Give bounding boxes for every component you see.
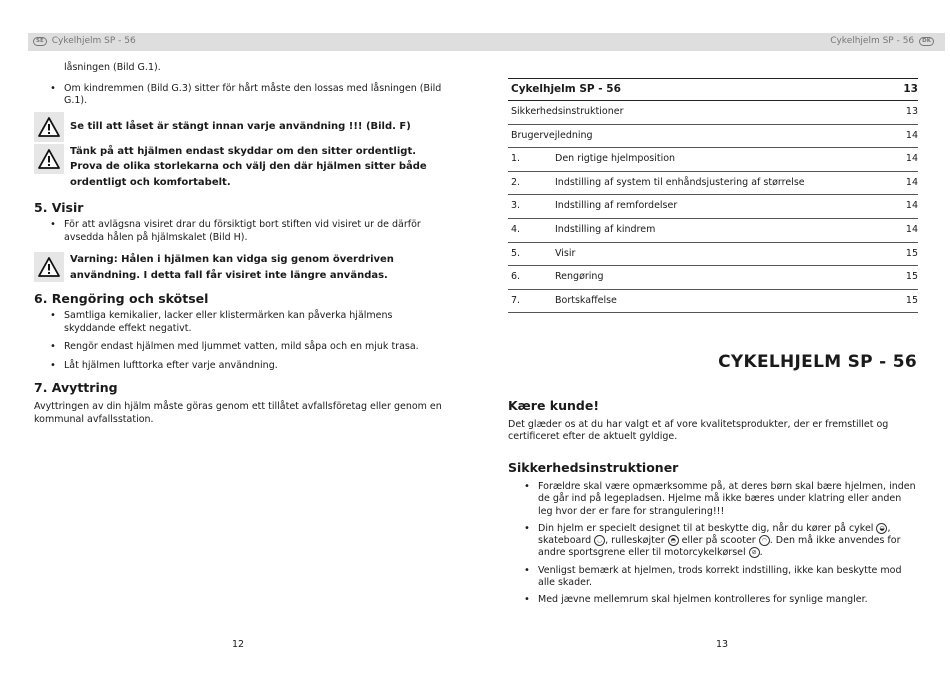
warning-box-holes [34, 252, 442, 283]
visir-list [34, 219, 442, 244]
toc-num: 4. [508, 218, 555, 242]
header-left-title: Cykelhjelm SP - 56 [51, 36, 136, 46]
section-heading-disposal: 7. Avyttring [34, 380, 118, 395]
scooter-symbol-icon: ◠ [759, 535, 770, 546]
toc-num: 3. [508, 195, 555, 219]
safety-heading: Sikkerhedsinstruktioner [508, 460, 679, 475]
skateboard-symbol-icon: ◡ [594, 535, 605, 546]
toc-num: 2. [508, 171, 555, 195]
toc-num: 1. [508, 148, 555, 172]
list-item: • Om kindremmen (Bild G.3) sitter för hårt måste den lossas med låsningen (Bild G.1). [34, 83, 442, 108]
list-item: • För att avlägsna visiret drar du försiktigt bort stiften vid visiret ur de därför avsedda hålen på hjälmskalet (Bild H). [34, 219, 442, 244]
toc-page: 14 [878, 195, 918, 219]
section-heading-care: 6. Rengöring och skötsel [34, 291, 209, 306]
toc-row [508, 124, 918, 148]
list-item: • Samtliga kemikalier, lacker eller klistermärken kan påverka hjälmens skyddande effekt negativt. [34, 310, 442, 335]
language-badge-se: SE [33, 37, 47, 46]
warning-text: Varning: Hålen i hjälmen kan vidga sig genom överdriven användning. I detta fall får visiret inte längre användas. [70, 254, 394, 281]
toc-page: 14 [878, 218, 918, 242]
toc-row [508, 79, 918, 101]
language-badge-dk: DK [919, 37, 934, 46]
warning-box-lock [34, 112, 442, 142]
toc-row [508, 289, 918, 313]
toc-title: Rengøring [555, 266, 878, 290]
list-item [508, 481, 918, 518]
toc-title: Cykelhjelm SP - 56 [508, 79, 878, 101]
safety-text: , rulleskøjter [605, 535, 665, 547]
toc-row [508, 242, 918, 266]
page-number-right: 13 [716, 639, 729, 650]
toc-title: Visir [555, 242, 878, 266]
toc-row [508, 148, 918, 172]
toc-page: 15 [878, 242, 918, 266]
toc-row [508, 171, 918, 195]
toc-title: Sikkerhedsinstruktioner [508, 101, 878, 125]
left-page [34, 62, 442, 426]
warning-box-fit [34, 144, 442, 191]
toc-table [508, 78, 918, 313]
toc-page: 15 [878, 289, 918, 313]
toc-title: Brugervejledning [508, 124, 878, 148]
warning-triangle-icon [34, 252, 64, 282]
safety-text: eller på scooter [681, 535, 756, 547]
bicycle-symbol-icon: ◒ [876, 523, 887, 534]
safety-text: Venligst bemærk at hjelmen, trods korrekt indstilling, ikke kan beskytte mod alle skader. [538, 564, 902, 589]
toc-row [508, 218, 918, 242]
header-right-title: Cykelhjelm SP - 56 [830, 36, 915, 46]
safety-text: . Den må ikke anvendes for andre sportsgrene eller til motorcykelkørsel [538, 535, 901, 559]
list-item: • Rengör endast hjälmen med ljummet vatten, mild såpa och en mjuk trasa. [34, 341, 442, 354]
disposal-text: Avyttringen av din hjälm måste göras genom ett tillåtet avfallsföretag eller genom en kommunal avfallsstation. [34, 401, 442, 425]
rollerskate-symbol-icon: ◓ [668, 535, 679, 546]
toc-title: Bortskaffelse [555, 289, 878, 313]
warning-text: Tänk på att hjälmen endast skyddar om den sitter ordentligt. Prova de olika storlekarna och välj den där hjälmen sitter både ordentligt och komfortabelt. [70, 145, 427, 188]
toc-page: 14 [878, 171, 918, 195]
section-heading-visir: 5. Visir [34, 200, 84, 215]
toc-page: 13 [878, 79, 918, 101]
list-item [508, 594, 918, 606]
toc-page: 14 [878, 124, 918, 148]
toc-page: 14 [878, 148, 918, 172]
toc-row [508, 266, 918, 290]
list-item: • Din hjelm er specielt designet til at beskytte dig, når du kører på cykel ◒ , skateboard ◡ , rulleskøjter ◓ eller på scooter ◠ . Den må ikke anvendes for andre sportsgrene eller til motorcykelkørsel ⊘ . [508, 523, 918, 560]
safety-text: Med jævne mellemrum skal hjelmen kontrolleres for synlige mangler. [538, 594, 868, 606]
toc-title: Indstilling af system til enhåndsjustering af størrelse [555, 171, 878, 195]
safety-text: Din hjelm er specielt designet til at beskytte dig, når du kører på cykel [538, 522, 874, 534]
greeting-heading: Kære kunde! [508, 398, 600, 413]
toc-row [508, 101, 918, 125]
toc-num: 6. [508, 266, 555, 290]
toc-title: Indstilling af kindrem [555, 218, 878, 242]
toc-num: 5. [508, 242, 555, 266]
toc-title: Den rigtige hjelmposition [555, 148, 878, 172]
safety-list [508, 481, 918, 607]
warning-text: Se till att låset är stängt innan varje användning !!! (Bild. F) [70, 120, 411, 132]
warning-triangle-icon [34, 144, 64, 174]
no-motorcycle-symbol-icon: ⊘ [749, 547, 760, 558]
product-title: CYKELHJELM SP - 56 [718, 352, 917, 372]
header-bar [28, 33, 945, 51]
toc-page: 15 [878, 266, 918, 290]
warning-triangle-icon [34, 112, 64, 142]
greeting-text: Det glæder os at du har valgt et af vore kvalitetsprodukter, der er fremstillet og certificeret efter de aktuelt gyldige. [508, 419, 889, 443]
toc-row [508, 195, 918, 219]
kindrem-list [34, 83, 442, 108]
header-right [830, 36, 934, 46]
safety-text: , skateboard [538, 522, 891, 547]
toc-num: 7. [508, 289, 555, 313]
continued-text: låsningen (Bild G.1). [64, 62, 161, 73]
page-number-left: 12 [232, 639, 245, 650]
safety-section [508, 460, 918, 607]
toc-page: 13 [878, 101, 918, 125]
list-item [508, 565, 918, 590]
safety-text: Forældre skal være opmærksomme på, at deres børn skal bære hjelmen, inden de går ind på legepladsen. Hjelme må ikke bæres under klatring eller anden leg hvor der er fare for strangulering!!! [538, 481, 916, 517]
greeting-section [508, 398, 918, 444]
table-of-contents [508, 78, 918, 313]
list-item: • Låt hjälmen lufttorka efter varje användning. [34, 360, 442, 373]
header-left [33, 36, 136, 46]
toc-title: Indstilling af remfordelser [555, 195, 878, 219]
care-list [34, 310, 442, 372]
